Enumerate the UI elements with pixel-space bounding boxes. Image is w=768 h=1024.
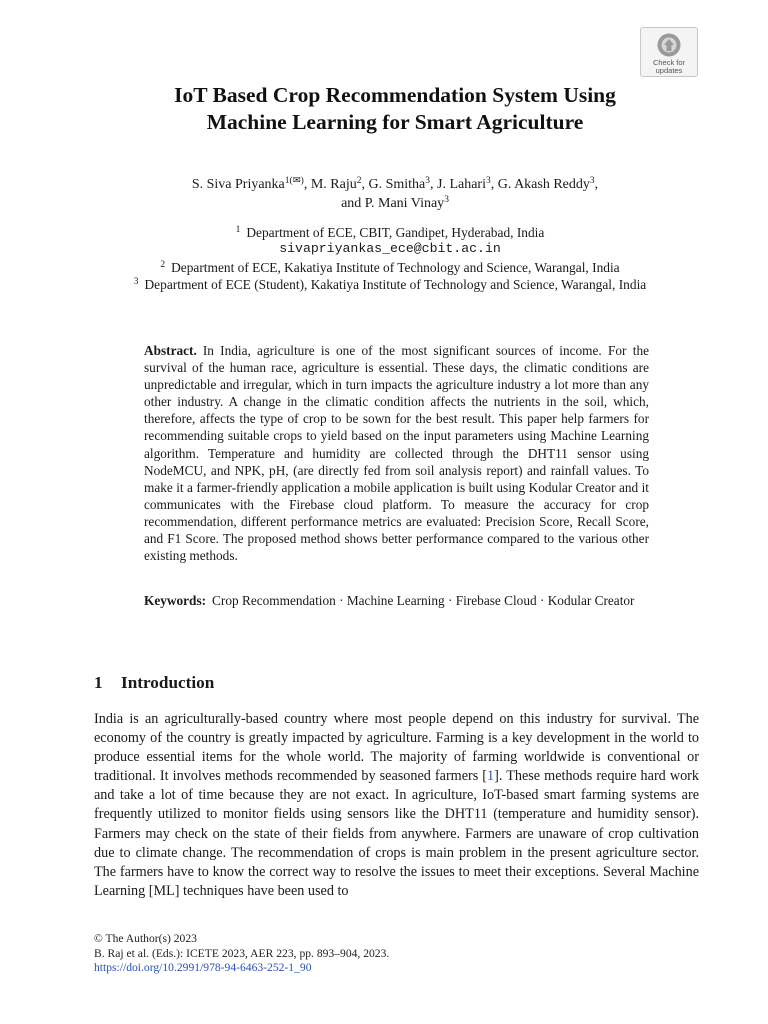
abstract-label: Abstract.	[144, 343, 197, 358]
title-line-1: IoT Based Crop Recommendation System Using	[174, 83, 616, 107]
section-number: 1	[94, 673, 103, 692]
keywords	[144, 592, 649, 609]
author-name: , G. Smitha	[361, 177, 426, 192]
affiliation-number: 3	[133, 277, 139, 287]
author-list	[60, 175, 730, 213]
affiliation-number: 2	[160, 260, 166, 270]
author-name: , J. Lahari	[430, 177, 486, 192]
check-for-updates-badge[interactable]	[640, 27, 698, 77]
affiliation-text: Department of ECE, CBIT, Gandipet, Hyderabad, India	[246, 225, 545, 240]
affiliation-1	[40, 224, 740, 241]
citation-link[interactable]: 1	[487, 768, 495, 785]
author-affiliation-mark: 3	[485, 176, 491, 186]
author-affiliation-mark: 2	[356, 176, 362, 186]
author-affiliation-mark: 3	[589, 176, 595, 186]
intro-paragraph	[94, 710, 699, 901]
affiliation-2	[40, 259, 740, 276]
abstract	[144, 342, 649, 564]
section-title: Introduction	[121, 673, 215, 692]
publication-citation: B. Raj et al. (Eds.): ICETE 2023, AER 223, pp. 893–904, 2023.	[94, 946, 390, 960]
keywords-text: Crop Recommendation · Machine Learning · Firebase Cloud · Kodular Creator	[212, 593, 635, 608]
corresponding-email[interactable]: sivapriyankas_ece@cbit.ac.in	[279, 241, 501, 256]
paragraph-text: ]. These methods require hard work and take a lot of time because they are not exact. In agriculture, IoT-based smart farming systems are frequently utilized to monitor fields using sensors like the DHT11 (temperature and humidity sensor). Farmers may check on the state of their fields from anywhere. Farmers are unaware of crop cultivation due to climate change. The recommendation of crops is main problem in the present agriculture sector. The farmers have to know the correct way to resolve the issues to meet their exceptions. Several Machine Learning [ML] techniques have been used to	[94, 768, 699, 899]
footer	[94, 932, 389, 976]
abstract-text: In India, agriculture is one of the most significant sources of income. For the survival of the human race, agriculture is essential. These days, the climatic conditions are unpredictable and irregular, which in turn impacts the agriculture industry a lot more than any other industry. A change in the climatic condition affects the nutrients in the soil, which, therefore, affects the type of crop to be sown for the best result. This paper help farmers for recommending suitable crops to yield based on the input parameters using Machine Learning algorithm. Temperature and humidity are collected through the DHT11 sensor using NodeMCU, and NPK, pH, (are directly fed from soil analysis report) and rainfall values. To make it a farmer-friendly application a mobile application is built using Kodular Creator and it communicates with the Firebase cloud platform. To measure the accuracy for crop recommendation, different performance metrics are evaluated: Precision Score, Recall Score, and F1 Score. The proposed method shows better performance compared to the various other existing methods.	[144, 343, 649, 564]
badge-label: Check for updates	[652, 58, 686, 75]
paper-title	[60, 82, 730, 136]
author-affiliation-mark: 3	[425, 176, 430, 186]
doi-link[interactable]: https://doi.org/10.2991/978-94-6463-252-1_90	[94, 961, 312, 974]
author-name: S. Siva Priyanka	[191, 177, 285, 192]
copyright-notice: © The Author(s) 2023	[94, 932, 197, 945]
author-name: , G. Akash Reddy	[490, 177, 590, 192]
affiliation-number: 1	[235, 225, 241, 235]
author-separator: ,	[594, 177, 599, 192]
author-name: , M. Raju	[303, 177, 357, 192]
check-updates-icon	[656, 32, 682, 58]
author-name: and P. Mani Vinay	[341, 196, 445, 211]
affiliation-3	[40, 276, 740, 293]
author-affiliation-mark: 3	[444, 195, 449, 205]
keywords-label: Keywords:	[144, 593, 207, 608]
affiliation-text: Department of ECE (Student), Kakatiya Institute of Technology and Science, Warangal, India	[144, 277, 647, 292]
author-affiliation-mark[interactable]: 1(✉)	[284, 176, 304, 186]
section-heading	[94, 672, 214, 694]
affiliation-text: Department of ECE, Kakatiya Institute of Technology and Science, Warangal, India	[171, 260, 620, 275]
paragraph-text: India is an agriculturally-based country where most people depend on this industry for survival. The economy of the country is greatly impacted by agriculture. Farming is a key development in the world to produce essential items for the whole world. The majority of farming worldwide is conventional or traditional. It involves methods recommended by seasoned farmers [	[94, 711, 699, 785]
title-line-2: Machine Learning for Smart Agriculture	[206, 110, 584, 134]
